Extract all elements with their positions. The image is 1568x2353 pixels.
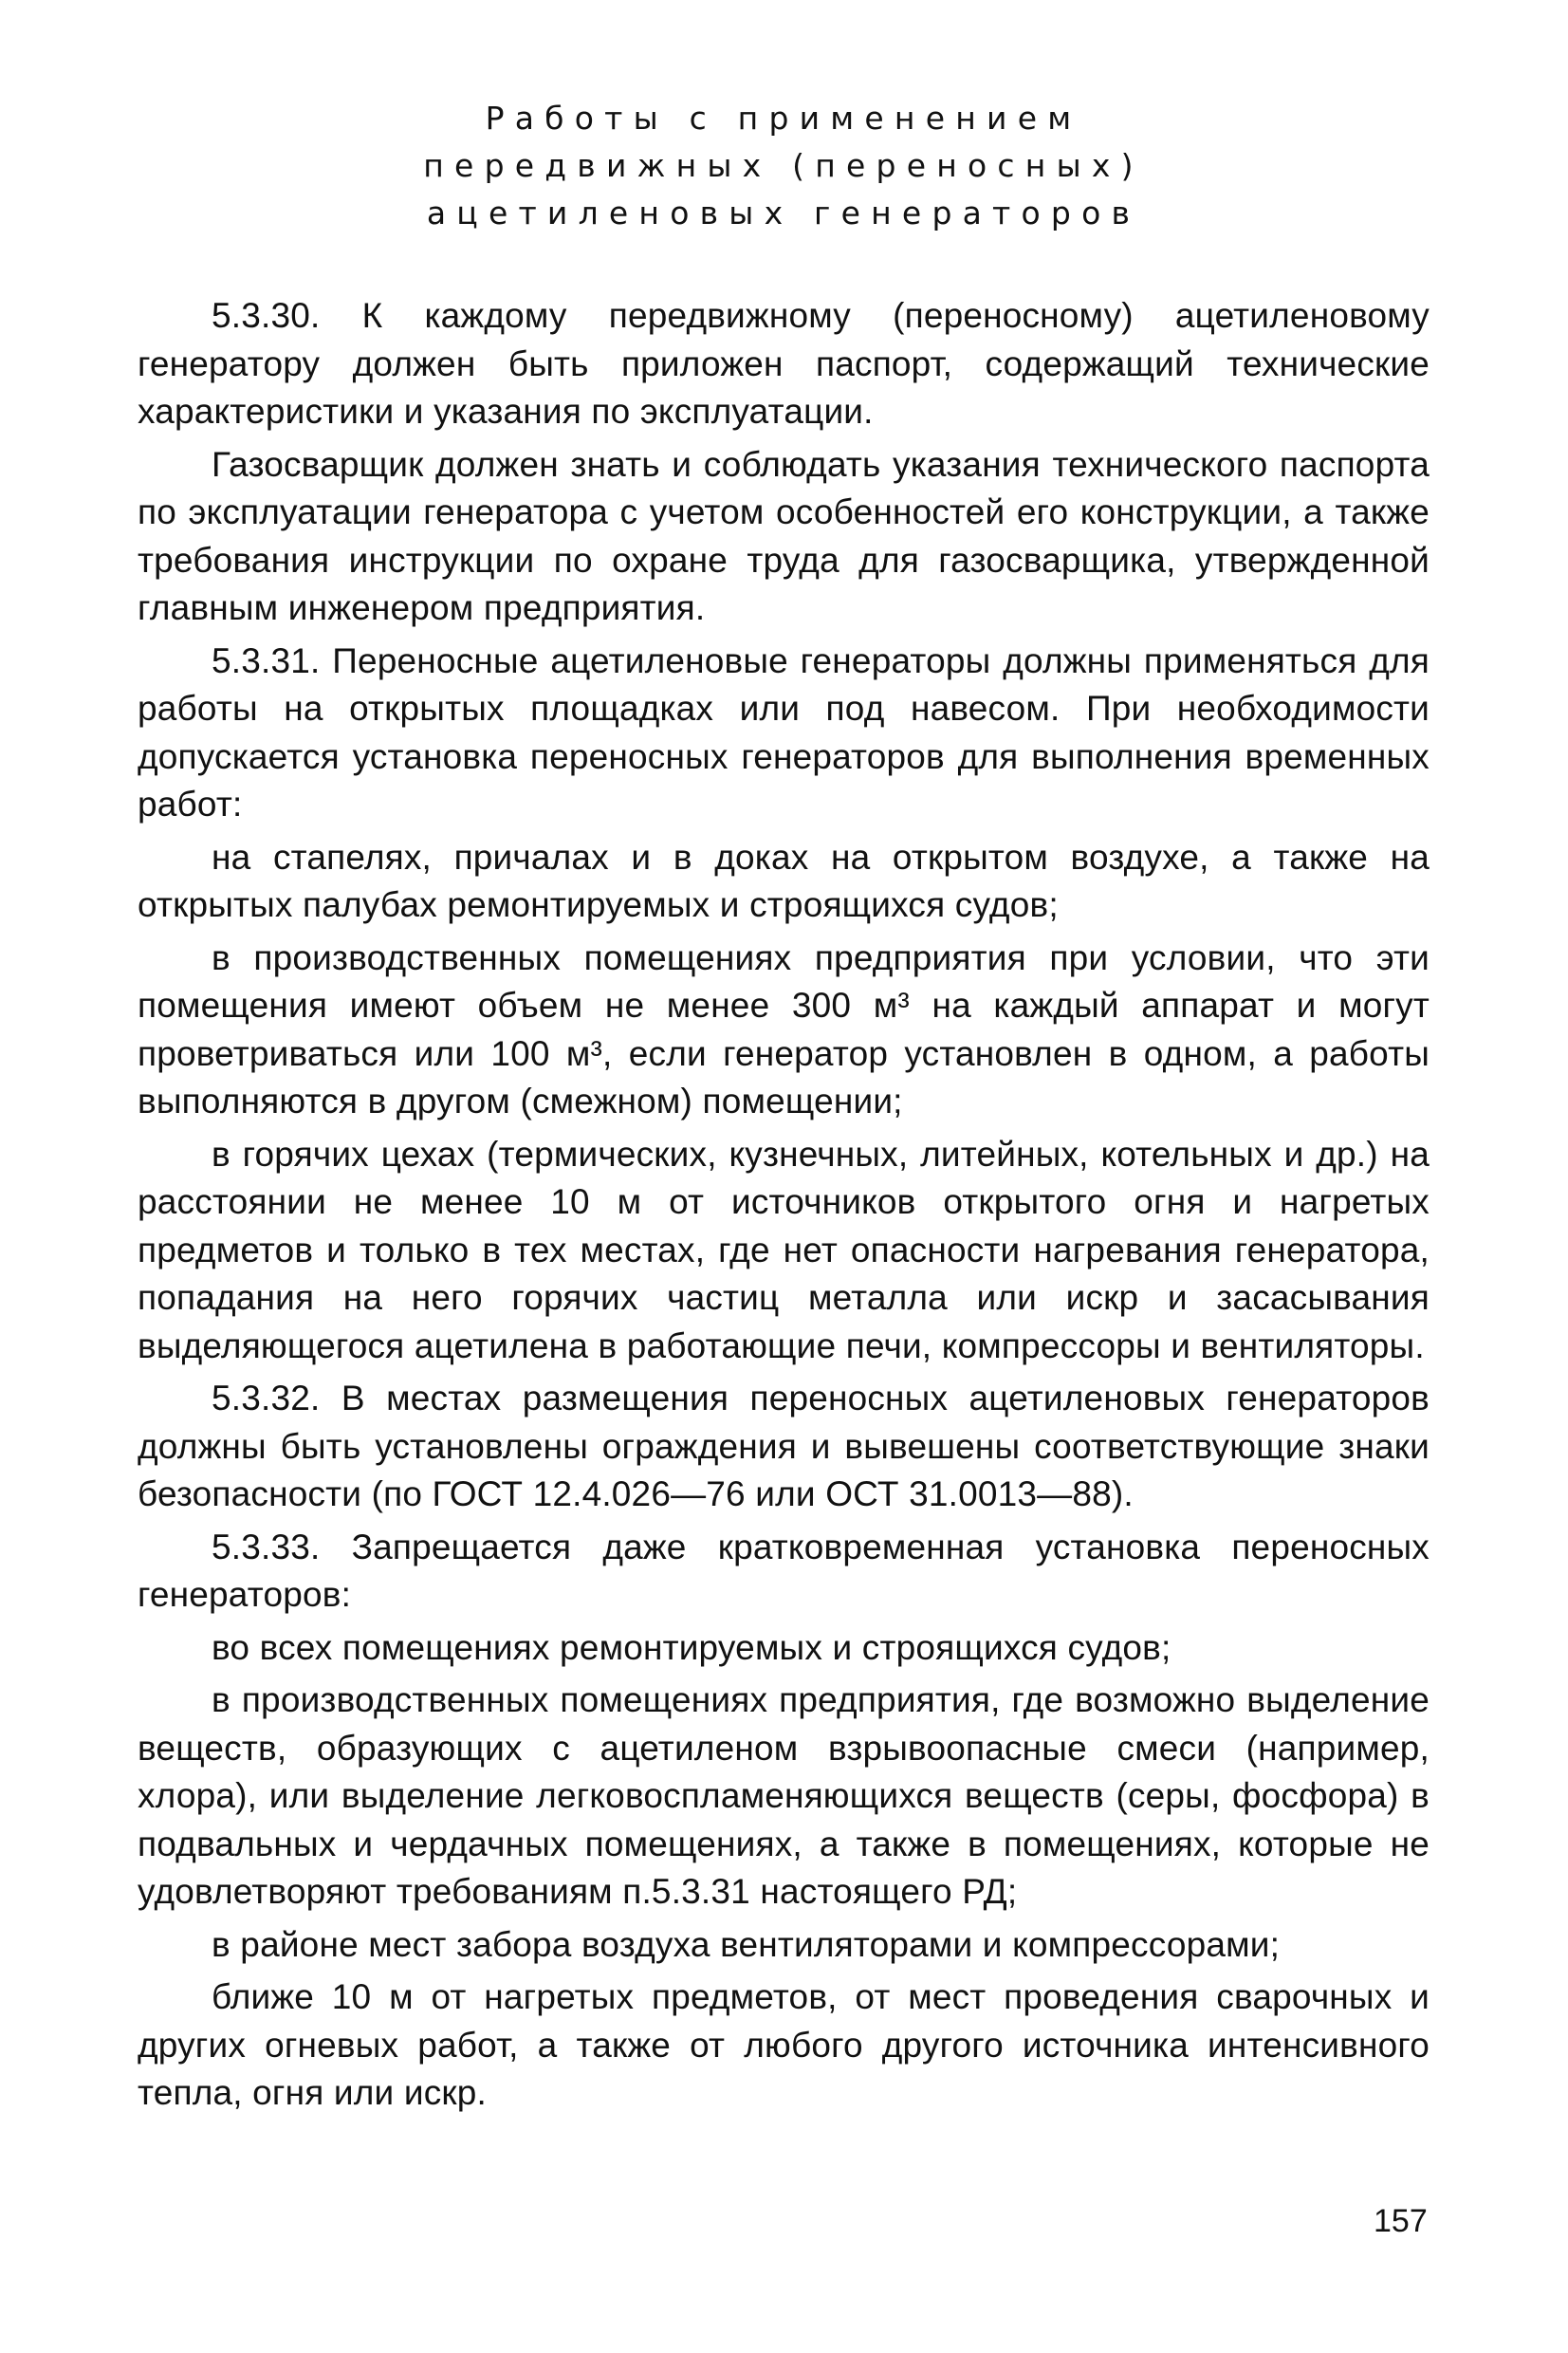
paragraph-5-3-31: 5.3.31. Переносные ацетиленовые генераторы должны применяться для работы на открытых площадках или под навесом. При необходимости допускается установка переносных генераторов для выполнения временных работ:: [138, 640, 1430, 824]
heading-line-3: ацетиленовых генераторов: [426, 195, 1141, 232]
list-item-air-intake: в районе мест забора воздуха вентиляторами и компрессорами;: [212, 1924, 1281, 1964]
section-heading: [138, 95, 1430, 237]
list-item-distance: ближе 10 м от нагретых предметов, от мест проведения сварочных и других огневых работ, а также от любого другого источника интенсивного тепла, огня или искр.: [138, 1977, 1430, 2112]
paragraph-5-3-32: 5.3.32. В местах размещения переносных ацетиленовых генераторов должны быть установлены ограждения и вывешены соответствующие знаки безопасности (по ГОСТ 12.4.026—76 или ОСТ 31.0013—88).: [138, 1379, 1430, 1513]
list-item-ship-rooms: во всех помещениях ремонтируемых и строящихся судов;: [212, 1627, 1171, 1667]
document-page: [138, 95, 1430, 2122]
page-number: 157: [1374, 2203, 1428, 2239]
paragraph-gas-welder: Газосварщик должен знать и соблюдать указания технического паспорта по эксплуатации генератора с учетом особенностей его конструкции, а также требования инструкции по охране труда для газосварщика, утвержденной главным инженером предприятия.: [138, 444, 1430, 627]
list-item-production-rooms: в производственных помещениях предприятия при условии, что эти помещения имеют объем не менее 300 м³ на каждый аппарат и могут проветриваться или 100 м³, если генератор установлен в одном, а работы выполняются в другом (смежном) помещении;: [138, 937, 1430, 1121]
paragraph-5-3-30: 5.3.30. К каждому передвижному (переносному) ацетиленовому генератору должен быть приложен паспорт, содержащий технические характеристики и указания по эксплуатации.: [138, 296, 1430, 431]
list-item-explosive-rooms: в производственных помещениях предприятия, где возможно выделение веществ, образующих с ацетиленом взрывоопасные смеси (например, хлора), или выделение легковоспламеняющихся веществ (серы, фосфора) в подвальных и чердачных помещениях, а также в помещениях, которые не удовлетворяют требованиям п.5.3.31 настоящего РД;: [138, 1680, 1430, 1911]
list-item-slipways: на стапелях, причалах и в доках на открытом воздухе, а также на открытых палубах ремонтируемых и строящихся судов;: [138, 837, 1430, 924]
heading-line-1: Работы с применением: [485, 100, 1082, 137]
heading-line-2: передвижных (переносных): [423, 147, 1144, 184]
paragraph-5-3-33: 5.3.33. Запрещается даже кратковременная установка переносных генераторов:: [138, 1527, 1430, 1614]
list-item-hot-shops: в горячих цехах (термических, кузнечных, литейных, котельных и др.) на расстоянии не менее 10 м от источников открытого огня и нагретых предметов и только в тех местах, где нет опасности нагревания генератора, попадания на него горячих частиц металла или искр и засасывания выделяющегося ацетилена в работающие печи, компрессоры и вентиляторы.: [138, 1134, 1430, 1365]
